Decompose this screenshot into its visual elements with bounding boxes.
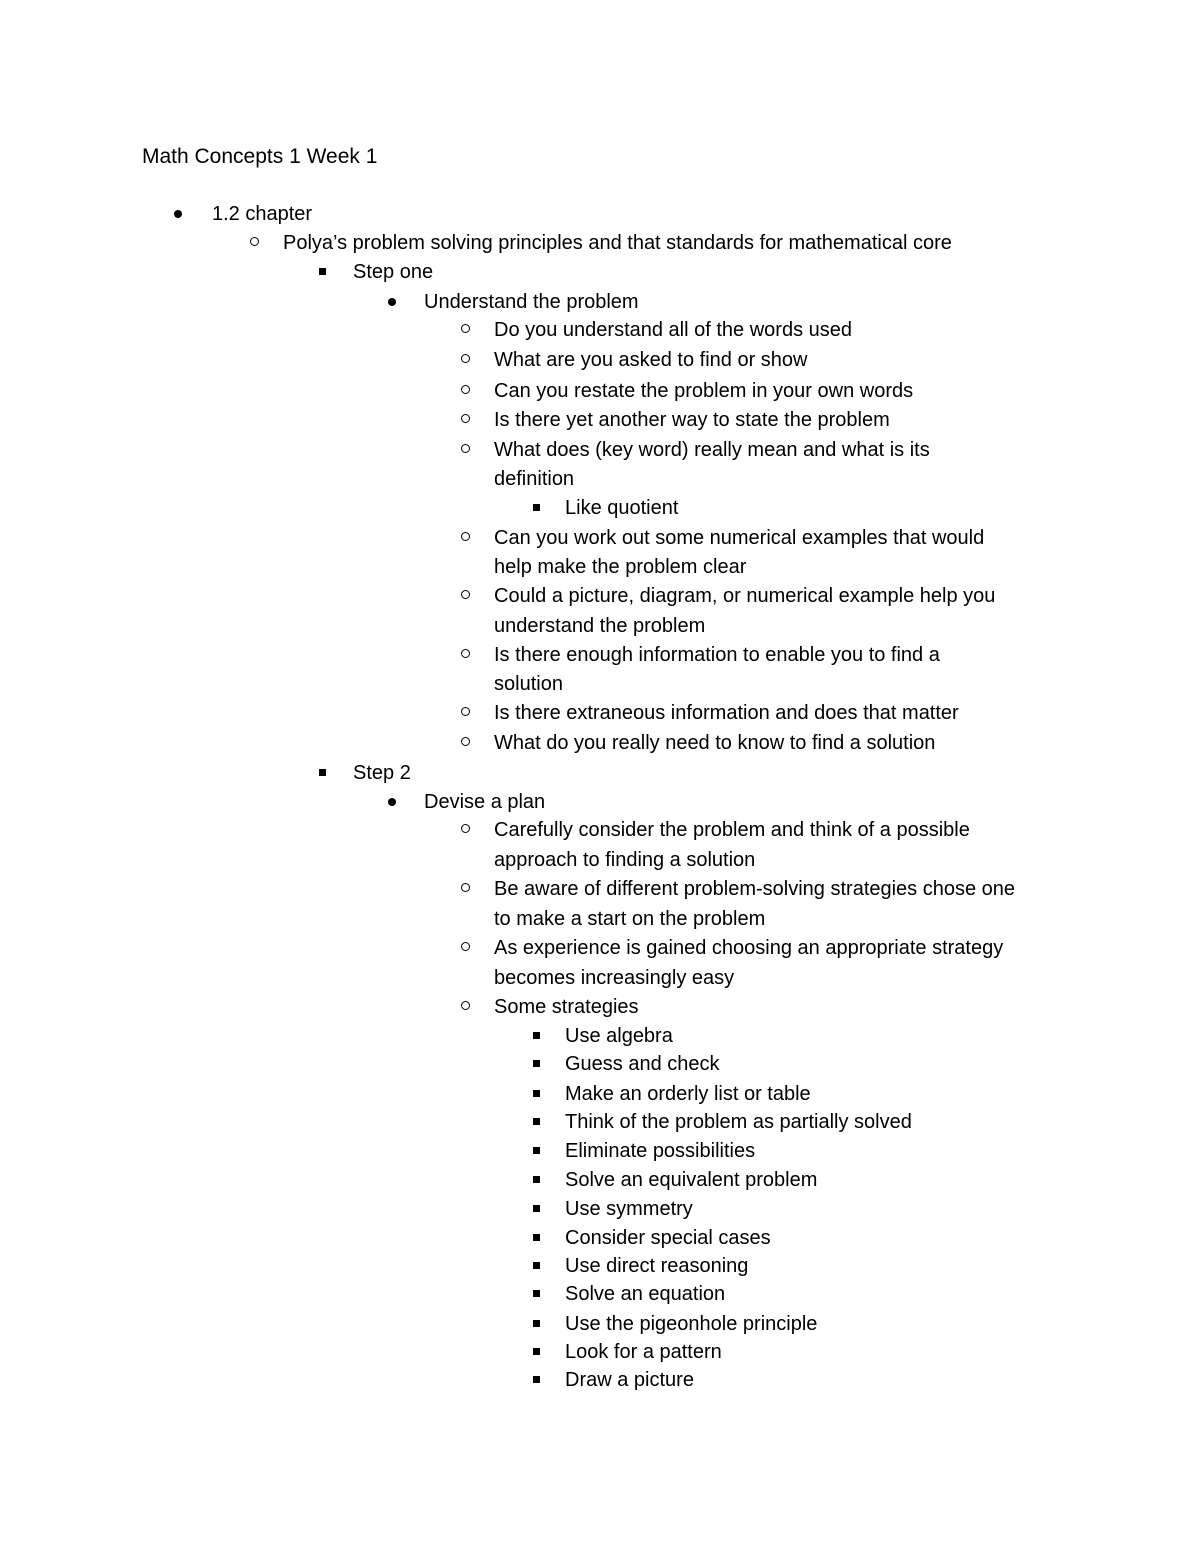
list-item-text: What are you asked to find or show	[494, 349, 808, 371]
document-title: Math Concepts 1 Week 1	[142, 145, 378, 168]
list-item-text: Step 2	[353, 762, 411, 784]
list-item-text: Solve an equivalent problem	[565, 1169, 818, 1191]
list-item-text: Is there extraneous information and does that matter	[494, 702, 959, 724]
list-item-text: Use direct reasoning	[565, 1255, 749, 1277]
list-item-text: Could a picture, diagram, or numerical example help you	[494, 585, 996, 607]
list-item-text: Use the pigeonhole principle	[565, 1313, 818, 1335]
list-item-text: Use algebra	[565, 1025, 673, 1047]
list-item-text: to make a start on the problem	[494, 908, 766, 930]
list-item-text: Like quotient	[565, 497, 679, 519]
list-item-text: Devise a plan	[424, 791, 546, 813]
list-item-text: approach to finding a solution	[494, 849, 756, 871]
list-item-text: Can you restate the problem in your own words	[494, 380, 914, 402]
list-item-text: Look for a pattern	[565, 1341, 722, 1363]
list-item-text: Use symmetry	[565, 1198, 693, 1220]
list-item-text: Is there enough information to enable you to find a	[494, 644, 940, 666]
list-item-text: Draw a picture	[565, 1369, 694, 1391]
list-item-text: Solve an equation	[565, 1283, 726, 1305]
list-item-text: Consider special cases	[565, 1227, 771, 1249]
list-item-text: As experience is gained choosing an appropriate strategy	[494, 937, 1004, 959]
list-item-text: help make the problem clear	[494, 556, 747, 578]
list-item-text: What do you really need to know to find a solution	[494, 732, 936, 754]
list-item-text: Do you understand all of the words used	[494, 319, 852, 341]
list-item-text: Carefully consider the problem and think of a possible	[494, 819, 970, 841]
list-item-text: Be aware of different problem-solving strategies chose one	[494, 878, 1016, 900]
list-item-text: Can you work out some numerical examples that would	[494, 527, 985, 549]
list-item-text: Eliminate possibilities	[565, 1140, 756, 1162]
list-item-text: becomes increasingly easy	[494, 967, 735, 989]
list-item-text: understand the problem	[494, 615, 706, 637]
list-item-text: Step one	[353, 261, 434, 283]
list-item-text: What does (key word) really mean and what is its	[494, 439, 930, 461]
list-item-text: Guess and check	[565, 1053, 720, 1075]
list-item-text: solution	[494, 673, 563, 695]
list-item-text: Some strategies	[494, 996, 639, 1018]
list-item-text: definition	[494, 468, 575, 490]
list-item-text: Is there yet another way to state the problem	[494, 409, 890, 431]
list-item-text: Make an orderly list or table	[565, 1083, 811, 1105]
list-item-text: Think of the problem as partially solved	[565, 1111, 912, 1133]
list-item-text: Polya’s problem solving principles and that standards for mathematical core	[283, 232, 952, 254]
list-item-text: Understand the problem	[424, 291, 639, 313]
list-item-text: 1.2 chapter	[212, 203, 313, 225]
